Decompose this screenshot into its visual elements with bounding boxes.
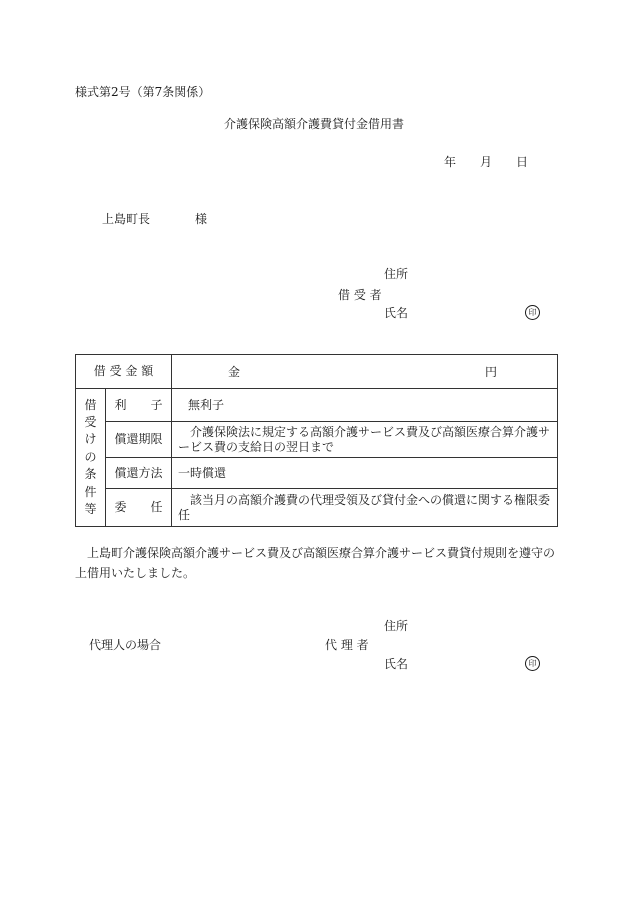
condition-row-delegation	[76, 489, 558, 527]
amount-row	[76, 355, 558, 389]
borrower-role-label: 借 受 者	[338, 288, 382, 302]
conditions-label: 借 受 け の 条 件 等	[76, 389, 106, 527]
delegation-value: 該当月の高額介護費の代理受領及び貸付金への償還に関する権限委任	[172, 489, 558, 527]
repayment-deadline-label: 償還期限	[106, 422, 172, 458]
agent-role-label: 代 理 者	[325, 638, 369, 652]
repayment-deadline-value: 介護保険法に規定する高額介護サービス費及び高額医療合算介護サービス費の支給日の翌日まで	[172, 422, 558, 458]
borrower-name-label: 氏名	[384, 306, 409, 320]
condition-row-repayment-method	[76, 458, 558, 489]
agent-seal-icon: 印	[525, 656, 540, 671]
amount-cell	[172, 355, 558, 389]
date-day-label: 日	[516, 155, 529, 169]
form-number: 様式第2号（第7条関係）	[75, 85, 211, 99]
amount-unit: 円	[485, 365, 498, 379]
declaration-text: 上島町介護保険高額介護サービス費及び高額医療合算介護サービス費貸付規則を遵守の上借用いたしました。	[75, 546, 556, 580]
agent-address-label: 住所	[384, 619, 409, 633]
interest-label: 利 子	[106, 389, 172, 422]
date-month-label: 月	[480, 155, 493, 169]
borrower-address-label: 住所	[384, 267, 409, 281]
condition-row-interest	[76, 389, 558, 422]
addressee-name: 上島町長	[102, 212, 151, 226]
loan-conditions-table	[75, 354, 558, 527]
addressee-honorific: 様	[195, 212, 208, 226]
borrower-seal-icon: 印	[525, 305, 540, 320]
agent-case-label: 代理人の場合	[89, 638, 162, 652]
interest-value: 無利子	[172, 389, 558, 422]
delegation-label: 委 任	[106, 489, 172, 527]
agent-name-label: 氏名	[384, 657, 409, 671]
date-year-label: 年	[444, 155, 457, 169]
repayment-method-value: 一時償還	[172, 458, 558, 489]
amount-prefix: 金	[228, 365, 241, 379]
repayment-method-label: 償還方法	[106, 458, 172, 489]
document-title: 介護保険高額介護費貸付金借用書	[224, 117, 405, 131]
amount-label: 借 受 金 額	[76, 355, 172, 389]
condition-row-repayment-deadline	[76, 422, 558, 458]
